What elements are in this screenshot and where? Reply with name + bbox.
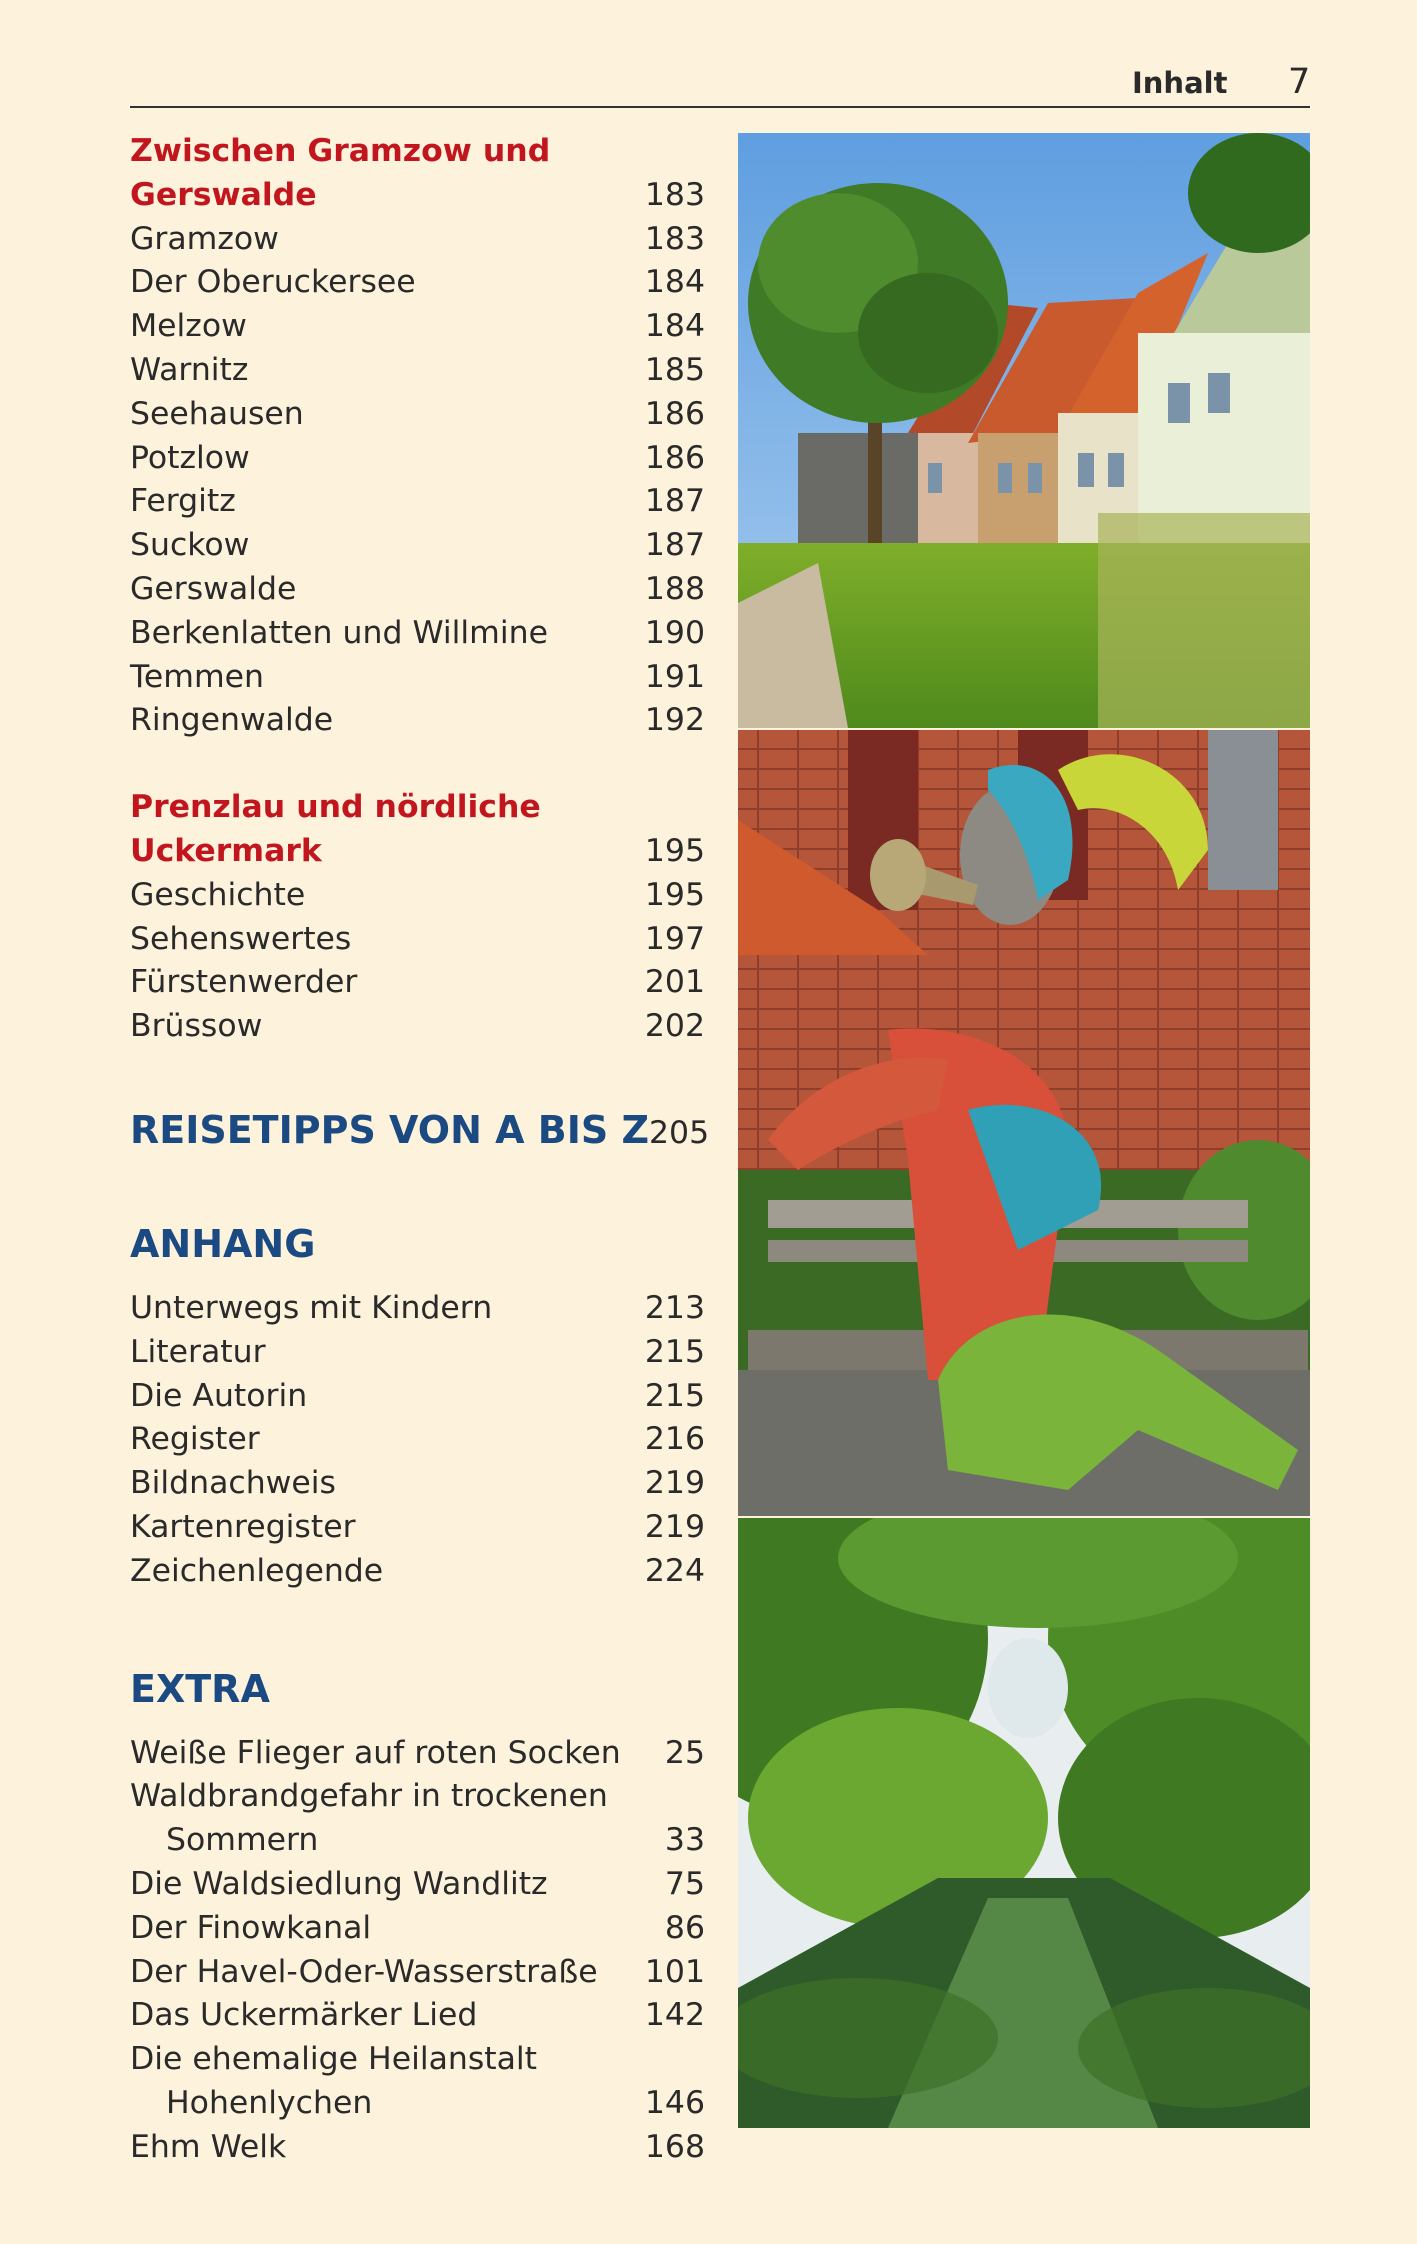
toc-label: Warnitz [130,351,249,388]
toc-label: Melzow [130,308,247,345]
toc-label: Literatur [130,1333,266,1370]
toc-label: Geschichte [130,876,306,913]
toc-entry[interactable] [130,305,705,349]
section-title-gramzow-cont[interactable] [130,174,705,218]
toc-entry-continued[interactable] [130,1819,705,1863]
toc-page: 224 [644,1552,705,1589]
toc-label: Potzlow [130,439,250,476]
toc-label: Ehm Welk [130,2128,287,2165]
toc-page: 213 [644,1289,705,1326]
toc-label: Waldbrandgefahr in trockenen [130,1778,608,1815]
section-title-gramzow[interactable] [130,130,705,174]
toc-entry[interactable] [130,656,705,700]
toc-page: 86 [664,1909,705,1946]
section-title-prenzlau[interactable] [130,786,705,830]
toc-page: 33 [664,1822,705,1859]
toc-label: Der Finowkanal [130,1909,372,1946]
toc-entry[interactable] [130,1506,705,1550]
section-title: ANHANG [130,1221,316,1266]
toc-label: Sehenswertes [130,920,352,957]
toc-label: Brüssow [130,1008,263,1045]
toc-label: Suckow [130,527,250,564]
toc-page: 187 [644,527,705,564]
toc-label: Unterwegs mit Kindern [130,1289,493,1326]
village-street-photo [738,133,1310,728]
toc-entry[interactable] [130,524,705,568]
toc-label: Temmen [130,658,264,695]
section-title-extra [130,1660,705,1718]
toc-page: 202 [644,1008,705,1045]
toc-label: Bildnachweis [130,1465,336,1502]
toc-entry[interactable] [130,480,705,524]
toc-page: 197 [644,920,705,957]
toc-entry[interactable] [130,918,705,962]
toc-page: 195 [644,832,705,869]
toc-label: Berkenlatten und Willmine [130,614,548,651]
toc-entry[interactable] [130,1005,705,1049]
toc-page: 183 [644,176,705,213]
toc-page: 75 [664,1865,705,1902]
toc-page: 186 [644,439,705,476]
toc-label: Die Waldsiedlung Wandlitz [130,1865,548,1902]
section-title-line: Gerswalde [130,176,317,213]
section-title-line: Uckermark [130,832,322,869]
toc-entry[interactable] [130,874,705,918]
toc-page: 216 [644,1421,705,1458]
toc-page: 187 [644,483,705,520]
toc-label: Gerswalde [130,570,297,607]
toc-entry[interactable] [130,1775,705,1819]
running-header-label: Inhalt [1132,66,1228,100]
toc-label: Gramzow [130,220,279,257]
toc-entry[interactable] [130,699,705,743]
toc-page: 142 [644,1997,705,2034]
toc-entry[interactable] [130,261,705,305]
toc-label: Zeichenlegende [130,1552,384,1589]
toc-page: 195 [644,876,705,913]
toc-page: 201 [644,964,705,1001]
toc-entry[interactable] [130,393,705,437]
toc-entry[interactable] [130,218,705,262]
toc-entry[interactable] [130,1994,705,2038]
toc-label: Seehausen [130,395,304,432]
toc-entry-continued[interactable] [130,2082,705,2126]
toc-label: Ringenwalde [130,702,334,739]
toc-entry[interactable] [130,568,705,612]
toc-page: 184 [644,264,705,301]
toc-page: 185 [644,351,705,388]
section-title: EXTRA [130,1666,270,1711]
toc-label: Die ehemalige Heilanstalt [130,2041,538,2078]
toc-entry[interactable] [130,2126,705,2170]
toc-page: 215 [644,1377,705,1414]
toc-page: 190 [644,614,705,651]
toc-page: 25 [664,1734,705,1771]
toc-entry[interactable] [130,349,705,393]
toc-entry[interactable] [130,1732,705,1776]
toc-entry[interactable] [130,1418,705,1462]
toc-page: 168 [644,2128,705,2165]
toc-page: 146 [644,2084,705,2121]
toc-label: Der Oberuckersee [130,264,416,301]
toc-entry[interactable] [130,1331,705,1375]
toc-page: 219 [644,1465,705,1502]
page-number: 7 [1288,62,1311,102]
toc-label: Kartenregister [130,1508,356,1545]
toc-entry[interactable] [130,2038,705,2082]
toc-entry[interactable] [130,1375,705,1419]
toc-page: 101 [644,1953,705,1990]
section-title-anhang [130,1215,705,1273]
section-title-line: Zwischen Gramzow und [130,133,551,169]
table-of-contents [130,130,710,2169]
toc-entry[interactable] [130,437,705,481]
toc-page: 184 [644,308,705,345]
toc-label: Register [130,1421,260,1458]
toc-label: Weiße Flieger auf roten Socken [130,1734,621,1771]
toc-entry[interactable] [130,1951,705,1995]
toc-label: Hohenlychen [166,2084,373,2121]
toc-entry[interactable] [130,612,705,656]
toc-page: 183 [644,220,705,257]
toc-label: Sommern [166,1822,319,1859]
toc-label: Fürstenwerder [130,964,358,1001]
toc-page: 219 [644,1508,705,1545]
jester-statue-photo [738,730,1310,1516]
header-rule [130,106,1310,108]
toc-entry[interactable] [130,1462,705,1506]
toc-label: Der Havel-Oder-Wasserstraße [130,1953,598,1990]
toc-label: Fergitz [130,483,236,520]
toc-entry[interactable] [130,1550,705,1594]
toc-entry[interactable] [130,1863,705,1907]
toc-page: 188 [644,570,705,607]
section-title-prenzlau-cont[interactable] [130,830,705,874]
toc-page: 215 [644,1333,705,1370]
toc-page: 192 [644,702,705,739]
toc-entry[interactable] [130,1287,705,1331]
toc-page: 205 [649,1114,710,1151]
toc-page: 191 [644,658,705,695]
section-title: REISETIPPS VON A BIS Z [130,1107,650,1152]
toc-page: 186 [644,395,705,432]
section-title-reisetipps[interactable] [130,1101,710,1159]
toc-label: Das Uckermärker Lied [130,1997,478,2034]
toc-entry[interactable] [130,1907,705,1951]
canal-photo [738,1518,1310,2128]
section-title-line: Prenzlau und nördliche [130,789,541,826]
toc-entry[interactable] [130,961,705,1005]
toc-label: Die Autorin [130,1377,308,1414]
